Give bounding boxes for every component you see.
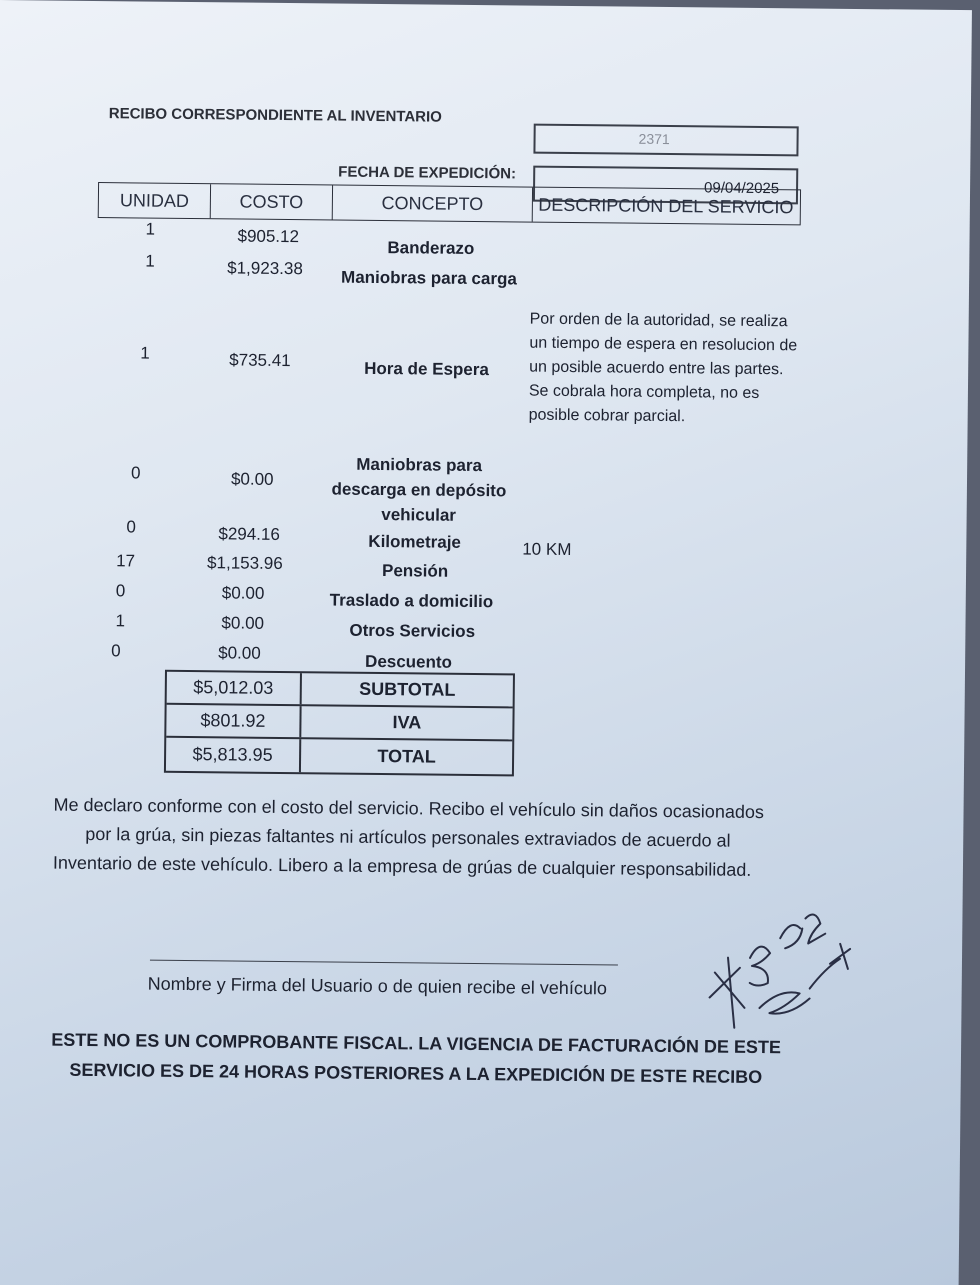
receipt-title: RECIBO CORRESPONDIENTE AL INVENTARIO <box>108 105 442 126</box>
subtotal-label: SUBTOTAL <box>359 678 456 700</box>
total-label: TOTAL <box>377 745 436 767</box>
total-row <box>166 738 512 775</box>
fiscal-notice-line: ESTE NO ES UN COMPROBANTE FISCAL. LA VIGENCIA DE FACTURACIÓN DE ESTE <box>51 1029 782 1058</box>
row-unidad: 0 <box>130 463 141 483</box>
row-unidad: 1 <box>145 219 156 239</box>
total-value: $5,813.95 <box>166 738 301 772</box>
iva-row <box>166 705 512 742</box>
signature-label: Nombre y Firma del Usuario o de quien recibe el vehículo <box>147 973 608 999</box>
row-costo: $0.00 <box>221 613 265 633</box>
row-concepto: Kilometraje <box>368 531 462 552</box>
declaration-line: Me declaro conforme con el costo del servicio. Recibo el vehículo sin daños ocasionados <box>53 794 765 823</box>
row-costo: $294.16 <box>218 524 280 544</box>
row-concepto: Maniobras para descarga en depósito vehicular <box>331 454 507 525</box>
row-concepto: Descuento <box>364 651 453 672</box>
column-header-concepto: CONCEPTO <box>333 185 533 221</box>
folio-number: 2371 <box>638 130 670 148</box>
column-header-unidad: UNIDAD <box>99 183 211 218</box>
row-unidad: 0 <box>126 517 137 537</box>
signature-line <box>150 960 618 966</box>
row-costo: $905.12 <box>237 226 300 247</box>
row-concepto: Maniobras para carga <box>341 267 517 289</box>
row-costo: $0.00 <box>218 643 261 663</box>
row-descripcion: 10 KM <box>522 539 572 560</box>
subtotal-value: $5,012.03 <box>167 672 302 704</box>
row-concepto: Traslado a domicilio <box>329 590 494 612</box>
iva-label: IVA <box>392 712 422 733</box>
row-unidad: 1 <box>115 611 126 631</box>
fiscal-notice-line: SERVICIO ES DE 24 HORAS POSTERIORES A LA EXPEDICIÓN DE ESTE RECIBO <box>69 1059 763 1088</box>
declaration-line: por la grúa, sin piezas faltantes ni artículos personales extraviados de acuerdo al <box>85 823 731 851</box>
issue-date-label: FECHA DE EXPEDICIÓN: <box>338 163 517 183</box>
row-concepto: Hora de Espera <box>364 358 489 380</box>
fiscal-notice <box>51 1025 782 1093</box>
iva-value: $801.92 <box>166 705 301 737</box>
column-header-descripcion: DESCRIPCIÓN DEL SERVICIO <box>538 194 794 217</box>
totals-table <box>164 670 515 777</box>
row-costo: $1,153.96 <box>207 553 283 573</box>
row-concepto: Banderazo <box>387 238 475 258</box>
declaration-text <box>53 791 794 886</box>
table-header <box>98 182 801 225</box>
row-costo: $735.41 <box>229 350 291 371</box>
column-header-costo: COSTO <box>211 184 333 219</box>
issue-date-value: 09/04/2025 <box>703 179 780 198</box>
handwritten-signature <box>689 887 861 1039</box>
row-costo: $0.00 <box>221 583 265 603</box>
subtotal-row <box>167 672 513 709</box>
row-unidad: 1 <box>145 251 155 271</box>
row-unidad: 17 <box>116 551 136 571</box>
row-costo: $1,923.38 <box>227 258 303 279</box>
row-unidad: 0 <box>111 641 121 661</box>
row-unidad: 1 <box>140 343 150 363</box>
row-costo: $0.00 <box>230 469 274 489</box>
row-descripcion: Por orden de la autoridad, se realiza un tiempo de espera en resolucion de un posible acuerdo entre las partes. Se cobrala hora completa, no es posible cobrar parcial. <box>528 310 798 426</box>
row-unidad: 0 <box>115 581 126 601</box>
declaration-line: Inventario de este vehículo. Libero a la empresa de grúas de cualquier responsabilidad. <box>52 852 752 880</box>
row-concepto: Otros Servicios <box>349 620 476 642</box>
row-concepto: Pensión <box>381 561 449 581</box>
